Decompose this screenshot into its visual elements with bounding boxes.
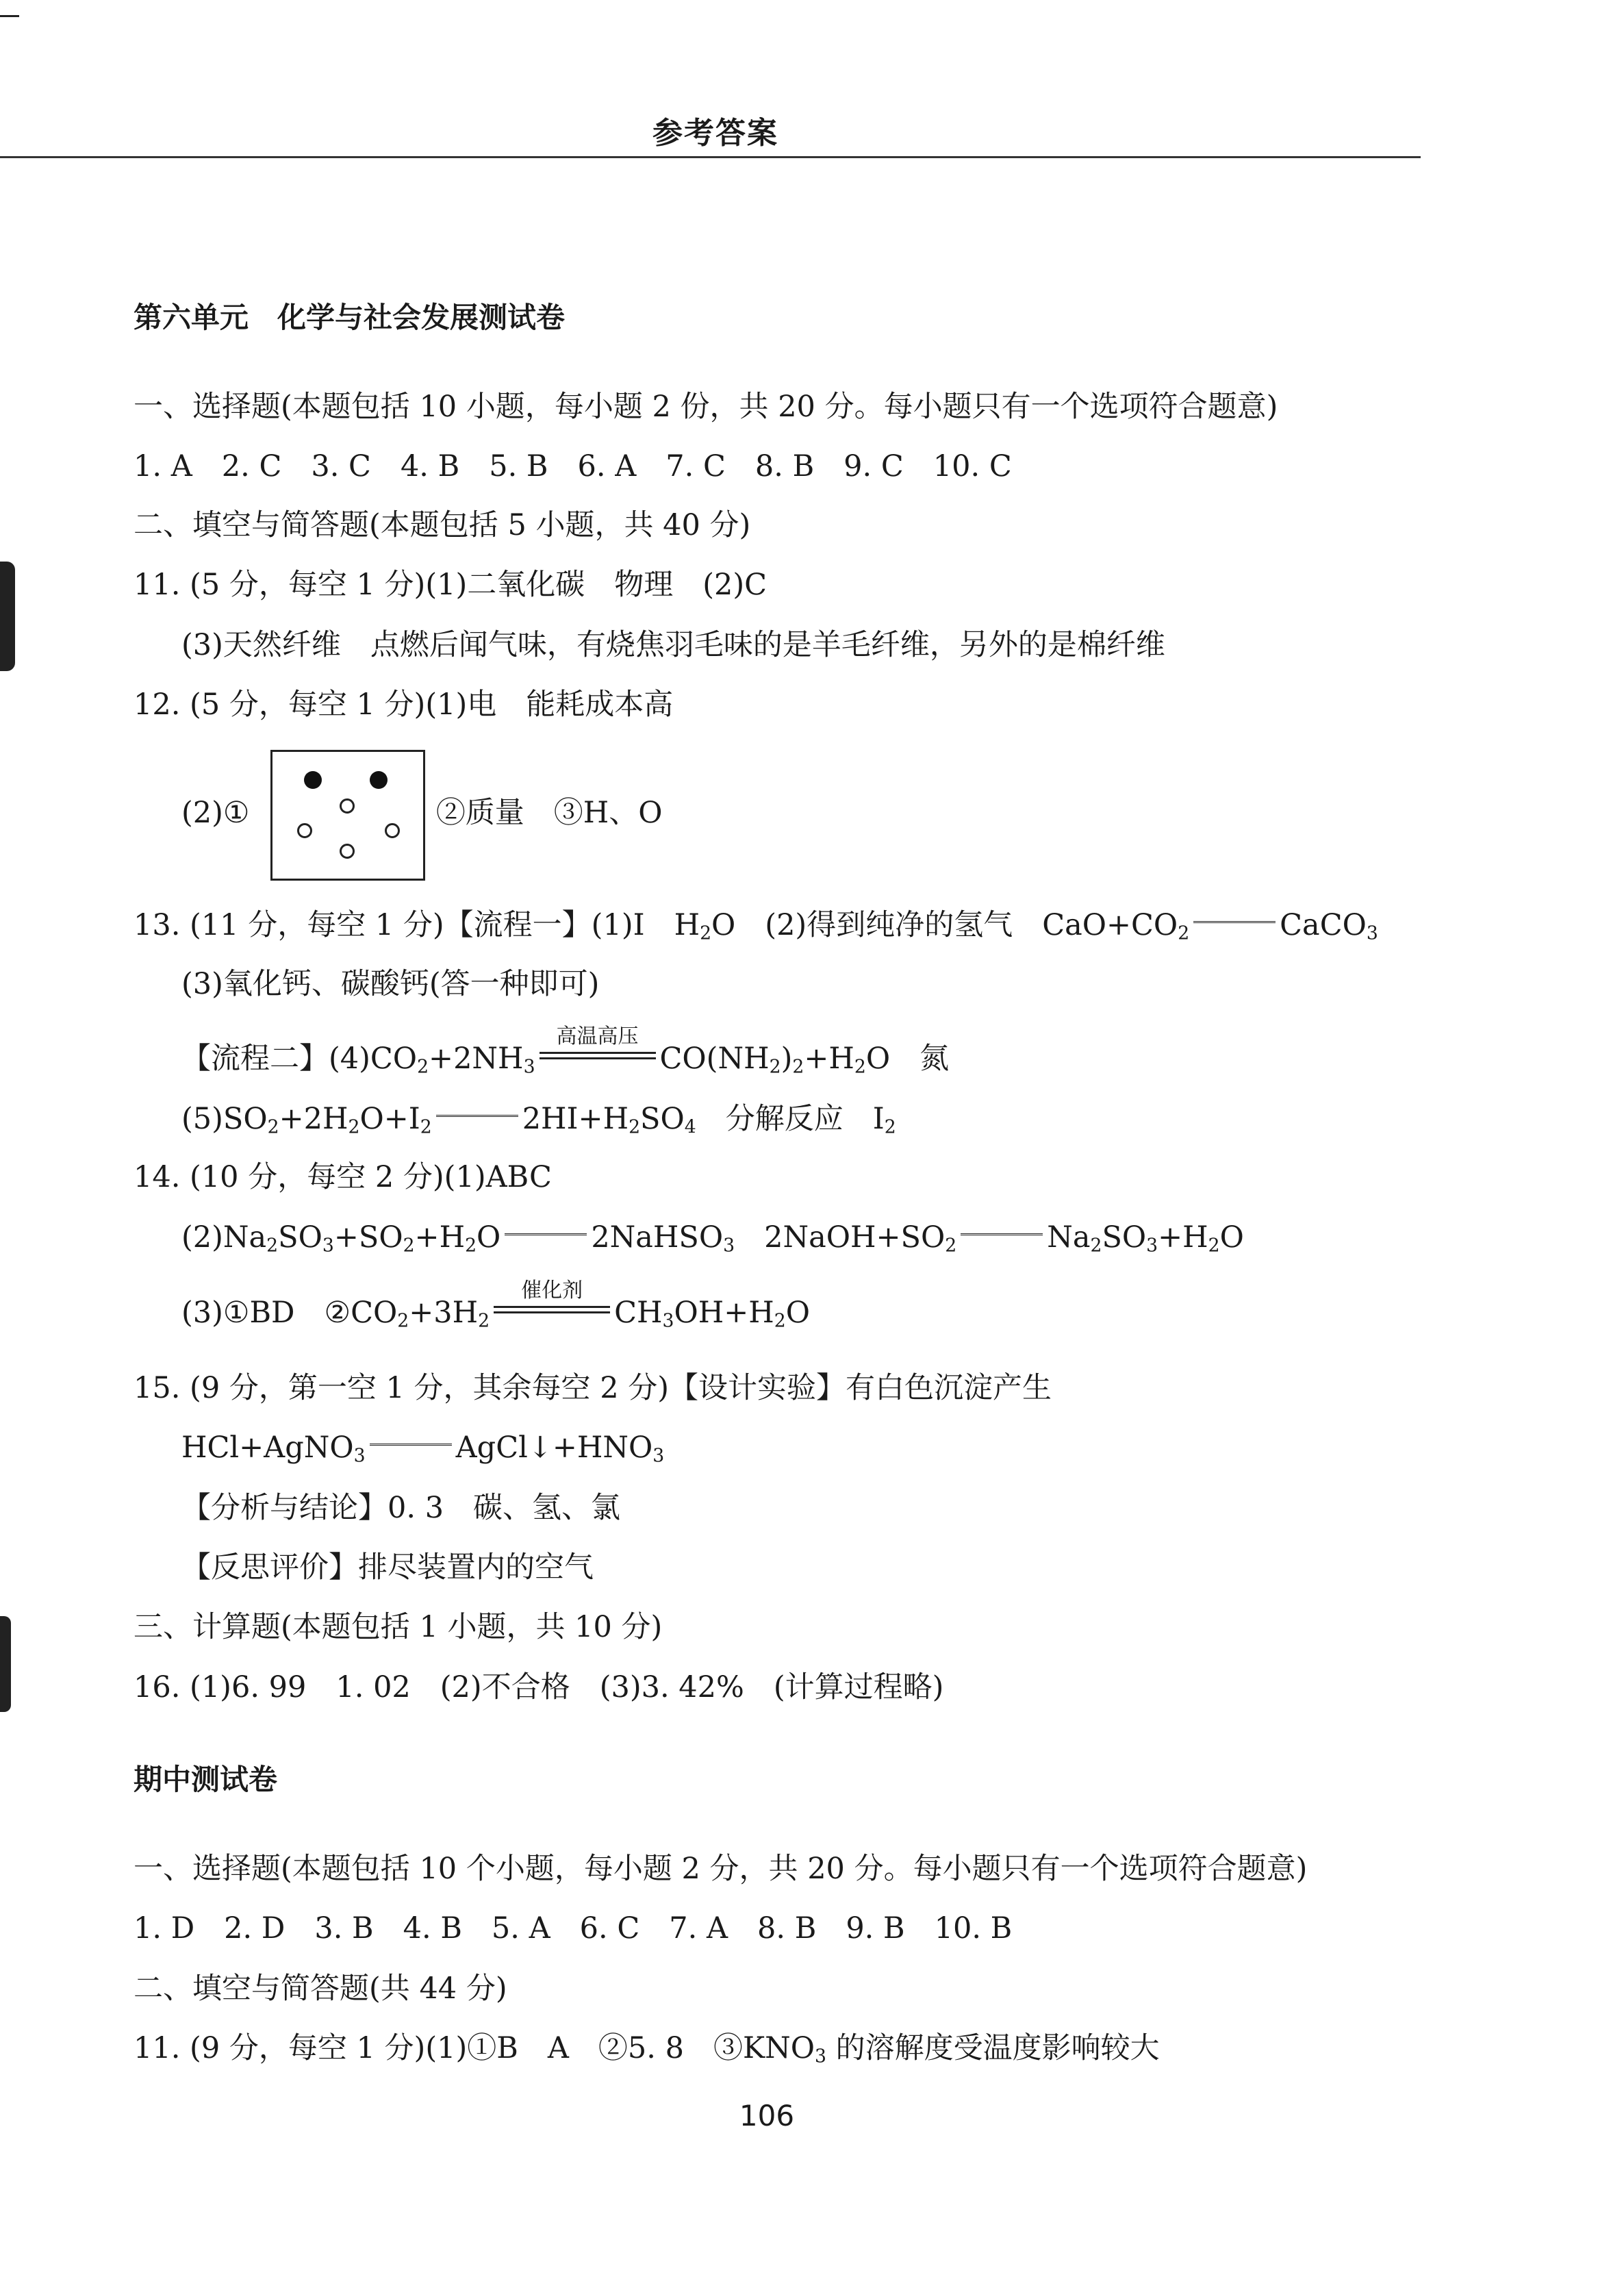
q14-line2-text-i: SO [1102,1220,1147,1255]
unit6-part1-heading: 一、选择题(本题包括 10 小题，每小题 2 份，共 20 分。每小题只有一个选项符合题意) [134,390,1278,424]
q14-line2-text-j: +H [1158,1220,1208,1255]
subscript: 4 [684,1116,696,1138]
filled-atom-icon [370,771,388,789]
q14-line2-text-e: O [477,1220,501,1255]
q15-line1: 15. (9 分，第一空 1 分，其余每空 2 分)【设计实验】有白色沉淀产生 [134,1371,1052,1405]
reaction-condition-equals [494,1278,610,1313]
open-atom-icon [297,823,312,838]
midterm-part1-heading: 一、选择题(本题包括 10 个小题，每小题 2 分，共 20 分。每小题只有一个选项符合题意) [134,1852,1308,1886]
equals-sign [961,1233,1043,1238]
open-atom-icon [340,844,355,859]
q14-line2 [181,1221,1244,1257]
subscript: 3 [322,1235,334,1257]
subscript: 2 [397,1310,409,1332]
unit6-part3-heading: 三、计算题(本题包括 1 小题，共 10 分) [134,1610,663,1644]
q15-line2-text-a: HCl+AgNO [181,1431,354,1465]
q14-line2-text-g: 2NaOH+SO [735,1220,946,1255]
q14-line3-text-a: (3)①BD ②CO [181,1296,398,1330]
q14-line3-text-c: CH [614,1296,663,1330]
q14-line2-text-d: +H [414,1220,466,1255]
q14-line2-text-c: +SO [333,1220,403,1255]
q11-line1: 11. (5 分，每空 1 分)(1)二氧化碳 物理 (2)C [134,568,767,602]
q13-line4 [181,1103,896,1138]
q15-line2-text-b: AgCl↓+HNO [455,1431,653,1465]
q14-line2-text-h: Na [1047,1220,1091,1255]
q14-line2-text-f: 2NaHSO [591,1220,724,1255]
page-header-title: 参考答案 [652,116,778,151]
open-atom-icon [385,823,400,838]
subscript: 2 [1090,1235,1102,1257]
q16: 16. (1)6. 99 1. 02 (2)不合格 (3)3. 42% (计算过程略) [134,1670,944,1704]
subscript: 2 [884,1116,896,1138]
q14-line1: 14. (10 分，每空 2 分)(1)ABC [134,1160,552,1194]
q14-line3-text-e: O [785,1296,810,1330]
subscript: 2 [266,1235,279,1257]
q13-line3-text-b: +2NH [429,1042,524,1076]
subscript: 3 [814,2045,826,2067]
unit6-title: 第六单元 化学与社会发展测试卷 [134,301,566,334]
midterm-title: 期中测试卷 [134,1763,278,1796]
q14-line2-text-k: O [1219,1220,1244,1255]
unit6-part2-heading: 二、填空与简答题(本题包括 5 小题，共 40 分) [134,508,751,542]
subscript: 2 [792,1056,804,1078]
subscript: 2 [1208,1235,1220,1257]
q13-line1-text-a: 13. (11 分，每空 1 分)【流程一】(1)Ⅰ H [134,908,700,942]
subscript: 3 [1146,1235,1158,1257]
subscript: 2 [403,1235,415,1257]
filled-atom-icon [304,771,322,789]
reaction-condition-equals [540,1024,656,1059]
q13-line4-text-d: 2HI+H [522,1102,629,1136]
midterm-q11-text-a: 11. (9 分，每空 1 分)(1)①B A ②5. 8 ③KNO [134,2031,815,2065]
reaction-condition-label: 催化剂 [521,1278,583,1302]
scan-margin-mark [0,562,15,671]
equals-sign [1193,921,1276,926]
subscript: 2 [420,1116,432,1138]
molecule-diagram-box [270,750,425,881]
q13-line4-text-e: SO [640,1102,685,1136]
subscript: 2 [267,1116,279,1138]
subscript: 2 [478,1310,490,1332]
subscript: 3 [1366,922,1378,944]
header-rule [0,156,1421,158]
q14-line3-text-b: +3H [409,1296,479,1330]
scan-margin-mark [0,15,19,17]
midterm-q11 [134,2032,1160,2067]
equals-sign [505,1233,587,1238]
q14-line3-text-d: OH+H [674,1296,774,1330]
equals-sign [436,1115,518,1120]
q15-line3: 【分析与结论】0. 3 碳、氢、氯 [181,1491,621,1525]
q13-line2: (3)氧化钙、碳酸钙(答一种即可) [181,967,600,1001]
subscript: 2 [854,1056,866,1078]
q13-line1-text-c: CaCO [1280,908,1367,942]
subscript: 2 [1178,922,1190,944]
subscript: 3 [353,1445,366,1467]
q13-line4-text-c: O+I [359,1102,420,1136]
scan-margin-mark [0,1616,11,1712]
q13-line4-text-b: +2H [279,1102,348,1136]
q13-line4-text-f: 分解反应 I [696,1102,885,1136]
q14-line2-text-a: (2)Na [181,1220,267,1255]
q11-line2: (3)天然纤维 点燃后闻气味，有烧焦羽毛味的是羊毛纤维，另外的是棉纤维 [181,628,1165,662]
unit6-part1-answers: 1. A 2. C 3. C 4. B 5. B 6. A 7. C 8. B 9. C 10. C [134,449,1012,483]
q13-line1-text-b: O (2)得到纯净的氢气 CaO+CO [711,908,1178,942]
q13-line3-text-f: O 氮 [865,1042,950,1076]
open-atom-icon [340,798,355,814]
subscript: 2 [629,1116,641,1138]
subscript: 2 [700,922,712,944]
q13-line4-text-a: (5)SO [181,1102,268,1136]
q13-line3-text-a: 【流程二】(4)CO [181,1042,418,1076]
subscript: 3 [723,1235,735,1257]
reaction-condition-label: 高温高压 [556,1024,639,1048]
midterm-part2-heading: 二、填空与简答题(共 44 分) [134,1972,507,2006]
subscript: 3 [662,1310,674,1332]
q13-line3 [181,1024,950,1078]
q12-line1: 12. (5 分，每空 1 分)(1)电 能耗成本高 [134,688,674,722]
q12-line2-suffix: ②质量 ③H、O [435,796,663,830]
subscript: 2 [465,1235,477,1257]
subscript: 2 [348,1116,360,1138]
q13-line3-text-e: +H [804,1042,854,1076]
q14-line2-text-b: SO [278,1220,322,1255]
subscript: 3 [652,1445,665,1467]
q14-line3 [181,1278,810,1332]
q13-line3-text-c: CO(NH [659,1042,770,1076]
subscript: 3 [523,1056,535,1078]
q13-line3-text-d: ) [781,1042,793,1076]
page-number: 106 [739,2099,795,2132]
subscript: 2 [945,1235,957,1257]
subscript: 2 [774,1310,786,1332]
equals-sign [370,1444,452,1448]
q12-line2-prefix: (2)① [181,796,250,830]
q15-line4: 【反思评价】排尽装置内的空气 [181,1550,594,1585]
subscript: 2 [769,1056,781,1078]
q13-line1 [134,909,1378,944]
subscript: 2 [417,1056,429,1078]
midterm-q11-text-b: 的溶解度受温度影响较大 [835,2031,1160,2065]
midterm-part1-answers: 1. D 2. D 3. B 4. B 5. A 6. C 7. A 8. B 9. B 10. B [134,1911,1013,1946]
q15-line2 [181,1431,664,1467]
